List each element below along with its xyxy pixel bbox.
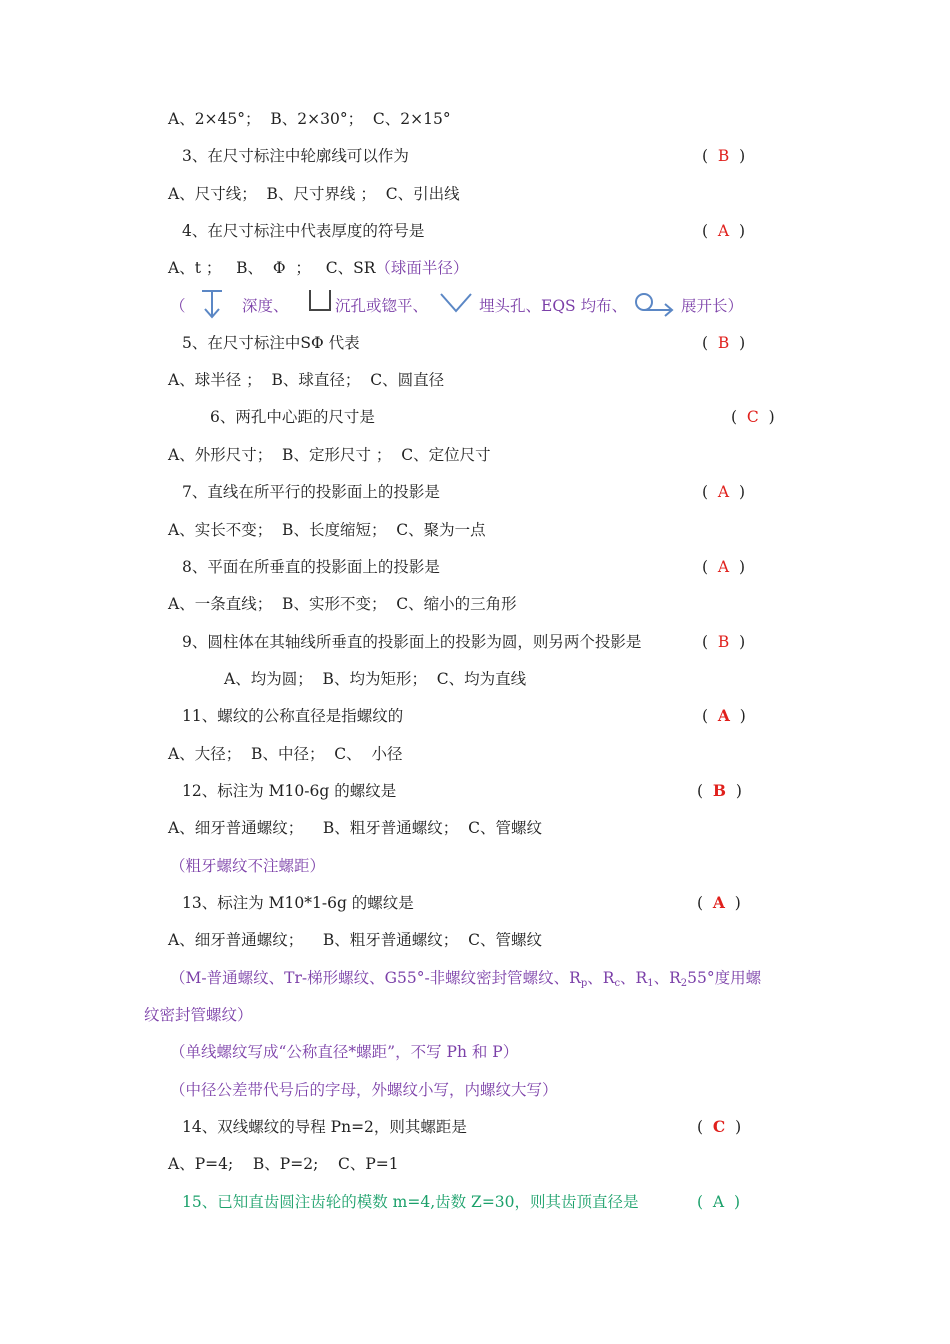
question-12: 12、标注为 M10-6g 的螺纹是 bbox=[182, 782, 397, 800]
answer-letter: C bbox=[712, 1117, 726, 1136]
answer-6: ( C ) bbox=[731, 408, 775, 426]
options-line: A、2×45°； B、2×30°； C、2×15° bbox=[168, 110, 451, 128]
answer-5: ( B ) bbox=[702, 334, 746, 352]
answer-15: ( A ) bbox=[697, 1193, 741, 1211]
question-5: 5、在尺寸标注中SΦ 代表 bbox=[182, 334, 360, 352]
question-7: 7、直线在所平行的投影面上的投影是 bbox=[182, 483, 440, 501]
options-9: A、均为圆； B、均为矩形； C、均为直线 bbox=[224, 670, 527, 688]
note-13-continued: 纹密封管螺纹） bbox=[144, 1006, 253, 1024]
answer-3: ( B ) bbox=[702, 147, 746, 165]
answer-11: ( A ) bbox=[702, 706, 746, 725]
question-9: 9、圆柱体在其轴线所垂直的投影面上的投影为圆，则另两个投影是 bbox=[182, 633, 642, 651]
answer-letter: A bbox=[717, 558, 730, 576]
note-13-thread-types: （M-普通螺纹、Tr-梯形螺纹、G55°-非螺纹密封管螺纹、$R_p$、$R_c$、$R_1$、$R_255^\circ$度用螺 bbox=[170, 969, 762, 989]
options-3: A、尺寸线； B、尺寸界线 ； C、引出线 bbox=[168, 185, 460, 203]
question-13: 13、标注为 M10*1-6g 的螺纹是 bbox=[182, 894, 414, 912]
expanded-length-icon bbox=[632, 290, 676, 320]
answer-letter: B bbox=[712, 781, 727, 800]
options-7: A、实长不变； B、长度缩短； C、聚为一点 bbox=[168, 521, 486, 539]
question-8: 8、平面在所垂直的投影面上的投影是 bbox=[182, 558, 440, 576]
answer-4: ( A ) bbox=[702, 222, 746, 240]
options-4 bbox=[168, 258, 468, 278]
answer-7: ( A ) bbox=[702, 483, 746, 501]
options-13: A、细牙普通螺纹； B、粗牙普通螺纹； C、管螺纹 bbox=[168, 931, 543, 949]
depth-icon bbox=[200, 288, 224, 320]
question-6: 6、两孔中心距的尺寸是 bbox=[210, 408, 375, 426]
question-14: 14、双线螺纹的导程 Pn=2，则其螺距是 bbox=[182, 1118, 467, 1136]
symbol-countersink-label: 埋头孔、EQS 均布、 bbox=[479, 297, 628, 315]
answer-14: ( C ) bbox=[697, 1117, 742, 1136]
symbol-depth-label: 深度、 bbox=[242, 297, 289, 315]
question-3: 3、在尺寸标注中轮廓线可以作为 bbox=[182, 147, 409, 165]
symbol-open-paren: （ bbox=[170, 297, 186, 315]
options-4-text: A、t ； B、 Φ ； C、SR bbox=[168, 259, 376, 277]
symbol-expand-label: 展开长） bbox=[681, 297, 744, 315]
counterbore-icon bbox=[307, 288, 333, 314]
answer-letter: C bbox=[746, 408, 759, 426]
options-5: A、球半径 ； B、球直径； C、圆直径 bbox=[168, 371, 445, 389]
note-12: （粗牙螺纹不注螺距） bbox=[170, 857, 326, 875]
answer-letter: A bbox=[717, 706, 730, 725]
question-11: 11、螺纹的公称直径是指螺纹的 bbox=[182, 707, 404, 725]
options-14: A、P=4; B、P=2; C、P=1 bbox=[168, 1155, 399, 1173]
answer-letter: A bbox=[712, 1193, 725, 1211]
answer-letter: A bbox=[717, 483, 730, 501]
answer-letter: B bbox=[717, 147, 730, 165]
answer-9: ( B ) bbox=[702, 633, 746, 651]
note-13-single-line: （单线螺纹写成“公称直径*螺距”，不写 Ph 和 P） bbox=[170, 1043, 519, 1061]
answer-letter: B bbox=[717, 633, 730, 651]
answer-13: ( A ) bbox=[697, 893, 741, 912]
options-8: A、一条直线； B、实形不变； C、缩小的三角形 bbox=[168, 595, 517, 613]
answer-12: ( B ) bbox=[697, 781, 742, 800]
note-13-tolerance: （中径公差带代号后的字母，外螺纹小写，内螺纹大写） bbox=[170, 1081, 558, 1099]
answer-letter: A bbox=[712, 893, 725, 912]
symbol-counterbore-label: 沉孔或锪平、 bbox=[335, 297, 429, 315]
answer-letter: A bbox=[717, 222, 730, 240]
options-6: A、外形尺寸； B、定形尺寸 ； C、定位尺寸 bbox=[168, 446, 491, 464]
answer-letter: B bbox=[717, 334, 730, 352]
options-12: A、细牙普通螺纹； B、粗牙普通螺纹； C、管螺纹 bbox=[168, 819, 543, 837]
countersink-icon bbox=[439, 290, 473, 316]
question-4: 4、在尺寸标注中代表厚度的符号是 bbox=[182, 222, 425, 240]
answer-8: ( A ) bbox=[702, 558, 746, 576]
question-15: 15、已知直齿圆注齿轮的模数 m=4,齿数 Z=30，则其齿顶直径是 bbox=[182, 1193, 639, 1211]
options-11: A、大径； B、中径； C、 小径 bbox=[168, 745, 403, 763]
options-4-note: （球面半径） bbox=[375, 259, 469, 277]
